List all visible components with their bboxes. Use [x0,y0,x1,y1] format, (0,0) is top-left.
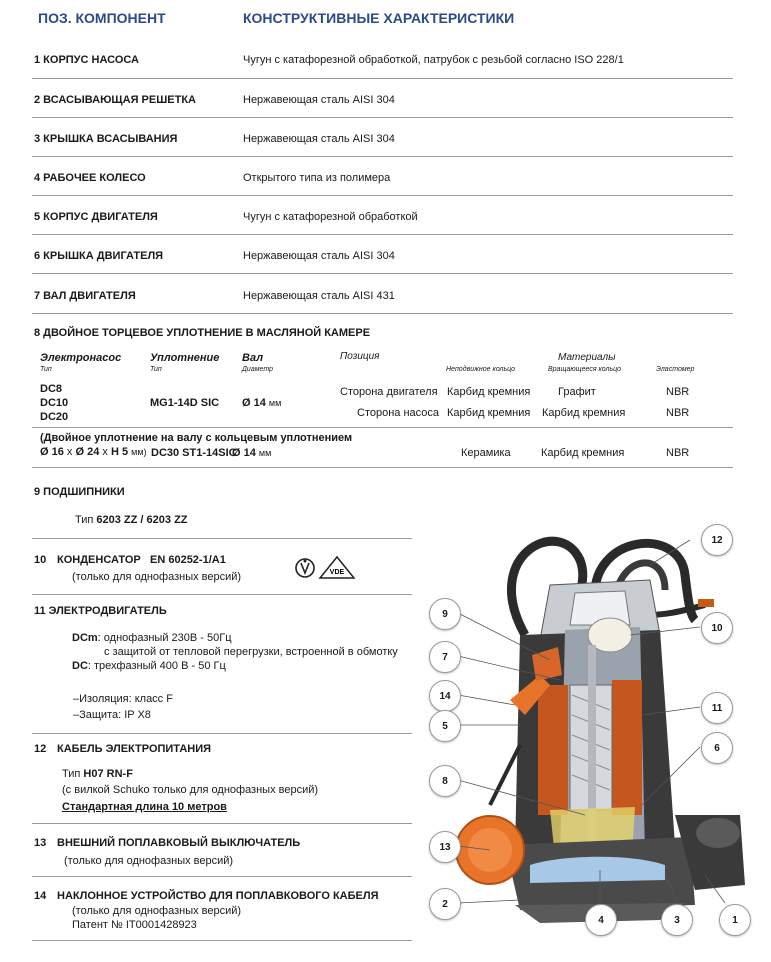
seal-row1-fixed: Карбид кремния [447,386,531,398]
separator [32,876,412,877]
seal-row1-rotating: Графит [558,386,596,398]
separator [32,117,733,118]
row-2-label: 2 ВСАСЫВАЮЩАЯ РЕШЕТКА [34,94,196,106]
capacitor-num: 10 [34,554,47,566]
seal-header-seal-sub: Тип [150,366,162,373]
cable-standard-length: Стандартная длина 10 метров [62,801,227,813]
float-switch-note: (только для однофазных версий) [64,855,234,867]
separator [32,234,733,235]
seal-type-value: MG1-14D SIC [150,397,220,409]
seal-header-pump: Электронасос [40,352,122,364]
row-7-label: 7 ВАЛ ДВИГАТЕЛЯ [34,290,136,302]
note-part: Ø 24 [75,446,100,458]
capacitor-title: КОНДЕНСАТОР [57,554,141,566]
separator [32,467,733,468]
seal-row2-elastomer: NBR [666,407,690,419]
callout-6: 6 [701,732,733,764]
callout-3: 3 [661,904,693,936]
separator [32,823,412,824]
cable-num: 12 [34,743,47,755]
seal-row2-position: Сторона насоса [357,407,440,419]
motor-dc-label: DC [72,660,88,672]
seal-model: DC10 [40,397,69,409]
cable-title: КАБЕЛЬ ЭЛЕКТРОПИТАНИЯ [57,743,212,755]
seal-row3-rotating: Карбид кремния [541,447,625,459]
seal-row2-fixed: Карбид кремния [447,407,531,419]
row-1-label: 1 КОРПУС НАСОСА [34,54,139,66]
seal-header-elastomer: Эластомер [656,366,695,373]
row-5-label: 5 КОРПУС ДВИГАТЕЛЯ [34,211,158,223]
seal-row3-elastomer: NBR [666,447,690,459]
row-5-value: Чугун с катафорезной обработкой [243,211,418,223]
approval-mark-icon [296,559,314,577]
seal-header-position: Позиция [340,351,380,362]
row-6-value: Нержавеющая сталь AISI 304 [243,250,395,262]
capacitor-note: (только для однофазных версий) [72,571,242,583]
row-7-value: Нержавеющая сталь AISI 431 [243,290,395,302]
seal-row3-fixed: Керамика [461,447,511,459]
seal-note-shaft [232,447,271,459]
separator [32,733,412,734]
header-characteristics: КОНСТРУКТИВНЫЕ ХАРАКТЕРИСТИКИ [243,10,515,26]
callout-1: 1 [719,904,751,936]
motor-dcm-text2: с защитой от тепловой перегрузки, встроенной в обмотку [104,646,398,658]
callout-12: 12 [701,524,733,556]
tilt-device-title: НАКЛОННОЕ УСТРОЙСТВО ДЛЯ ПОПЛАВКОВОГО КАБЕЛЯ [57,890,379,902]
cable-note: (с вилкой Schuko только для однофазных версий) [62,784,319,796]
seal-model: DC20 [40,411,69,423]
note-part: x [102,446,108,458]
motor-dcm-label: DCm [72,632,98,644]
separator [32,594,412,595]
motor-dcm-text: : однофазный 230В - 50Гц [97,632,232,644]
vde-mark-icon [320,557,354,578]
cable-type [62,768,133,780]
callout-11: 11 [701,692,733,724]
bearings-type [75,514,188,526]
seal-header-shaft: Вал [242,352,264,364]
seal-header-shaft-sub: Диаметр [242,366,273,373]
note-shaft-unit: мм [258,448,272,458]
motor-protection: –Защита: IP X8 [73,709,151,721]
note-part: мм) [131,447,147,457]
separator [32,538,412,539]
row-4-value: Открытого типа из полимера [243,172,391,184]
callout-5: 5 [429,710,461,742]
certification-marks [294,555,364,581]
motor-dc [72,660,226,672]
seal-note-line2 [40,446,147,458]
callout-2: 2 [429,888,461,920]
callout-14: 14 [429,680,461,712]
seal-header-seal: Уплотнение [150,352,220,364]
bearings-title: 9 ПОДШИПНИКИ [34,486,125,498]
callout-9: 9 [429,598,461,630]
seal-header-pump-sub: Тип [40,366,52,373]
row-6-label: 6 КРЫШКА ДВИГАТЕЛЯ [34,250,164,262]
note-shaft-diameter: Ø 14 [232,447,256,459]
callout-7: 7 [429,641,461,673]
separator [32,273,733,274]
cable-type-value: H07 RN-F [83,768,133,780]
motor-dc-text: : трехфазный 400 В - 50 Гц [87,660,226,672]
seal-row2-rotating: Карбид кремния [542,407,626,419]
note-part: x [66,446,73,458]
row-4-label: 4 РАБОЧЕЕ КОЛЕСО [34,172,146,184]
bearings-type-value: 6203 ZZ / 6203 ZZ [96,514,188,526]
separator [32,78,733,79]
motor-dcm [72,632,232,644]
separator [32,313,733,314]
separator [32,427,733,428]
separator [32,156,733,157]
seal-header-rotating-ring: Вращающееся кольцо [548,366,622,373]
seal-shaft-value [242,397,281,409]
callout-8: 8 [429,765,461,797]
callout-10: 10 [701,612,733,644]
row-2-value: Нержавеющая сталь AISI 304 [243,94,395,106]
cable-type-label: Тип [62,768,81,780]
vde-mark-text: VDE [329,569,345,576]
note-part: H 5 [110,446,129,458]
shaft-unit: мм [268,398,282,408]
seal-note-line1: (Двойное уплотнение на валу с кольцевым уплотнением [40,432,353,444]
seal-row1-elastomer: NBR [666,386,690,398]
callout-4: 4 [585,904,617,936]
shaft-diameter: Ø 14 [242,397,266,409]
motor-insulation: –Изоляция: класс F [73,693,173,705]
tilt-device-num: 14 [34,890,47,902]
seal-title: 8 ДВОЙНОЕ ТОРЦЕВОЕ УПЛОТНЕНИЕ В МАСЛЯНОЙ КАМЕРЕ [34,327,371,339]
seal-header-fixed-ring: Неподвижное кольцо [446,366,516,373]
motor-title: 11 ЭЛЕКТРОДВИГАТЕЛЬ [34,605,167,617]
float-switch-title: ВНЕШНИЙ ПОПЛАВКОВЫЙ ВЫКЛЮЧАТЕЛЬ [57,837,301,849]
bearings-type-label: Тип [75,514,94,526]
note-part: Ø 16 [40,446,64,458]
capacitor-standard: EN 60252-1/A1 [150,554,226,566]
row-1-value: Чугун с катафорезной обработкой, патрубок с резьбой согласно ISO 228/1 [243,54,624,66]
float-switch-num: 13 [34,837,47,849]
callout-13: 13 [429,831,461,863]
seal-row1-position: Сторона двигателя [340,386,438,398]
row-3-value: Нержавеющая сталь AISI 304 [243,133,395,145]
separator [32,195,733,196]
tilt-device-note: (только для однофазных версий) [72,905,242,917]
seal-model: DC8 [40,383,63,395]
seal-note-type: DC30 ST1-14SIC [151,447,237,459]
separator [32,940,412,941]
seal-header-materials: Материалы [558,352,616,363]
tilt-device-patent: Патент № IT0001428923 [72,919,197,931]
header-position-component: ПОЗ. КОМПОНЕНТ [38,10,166,26]
row-3-label: 3 КРЫШКА ВСАСЫВАНИЯ [34,133,178,145]
